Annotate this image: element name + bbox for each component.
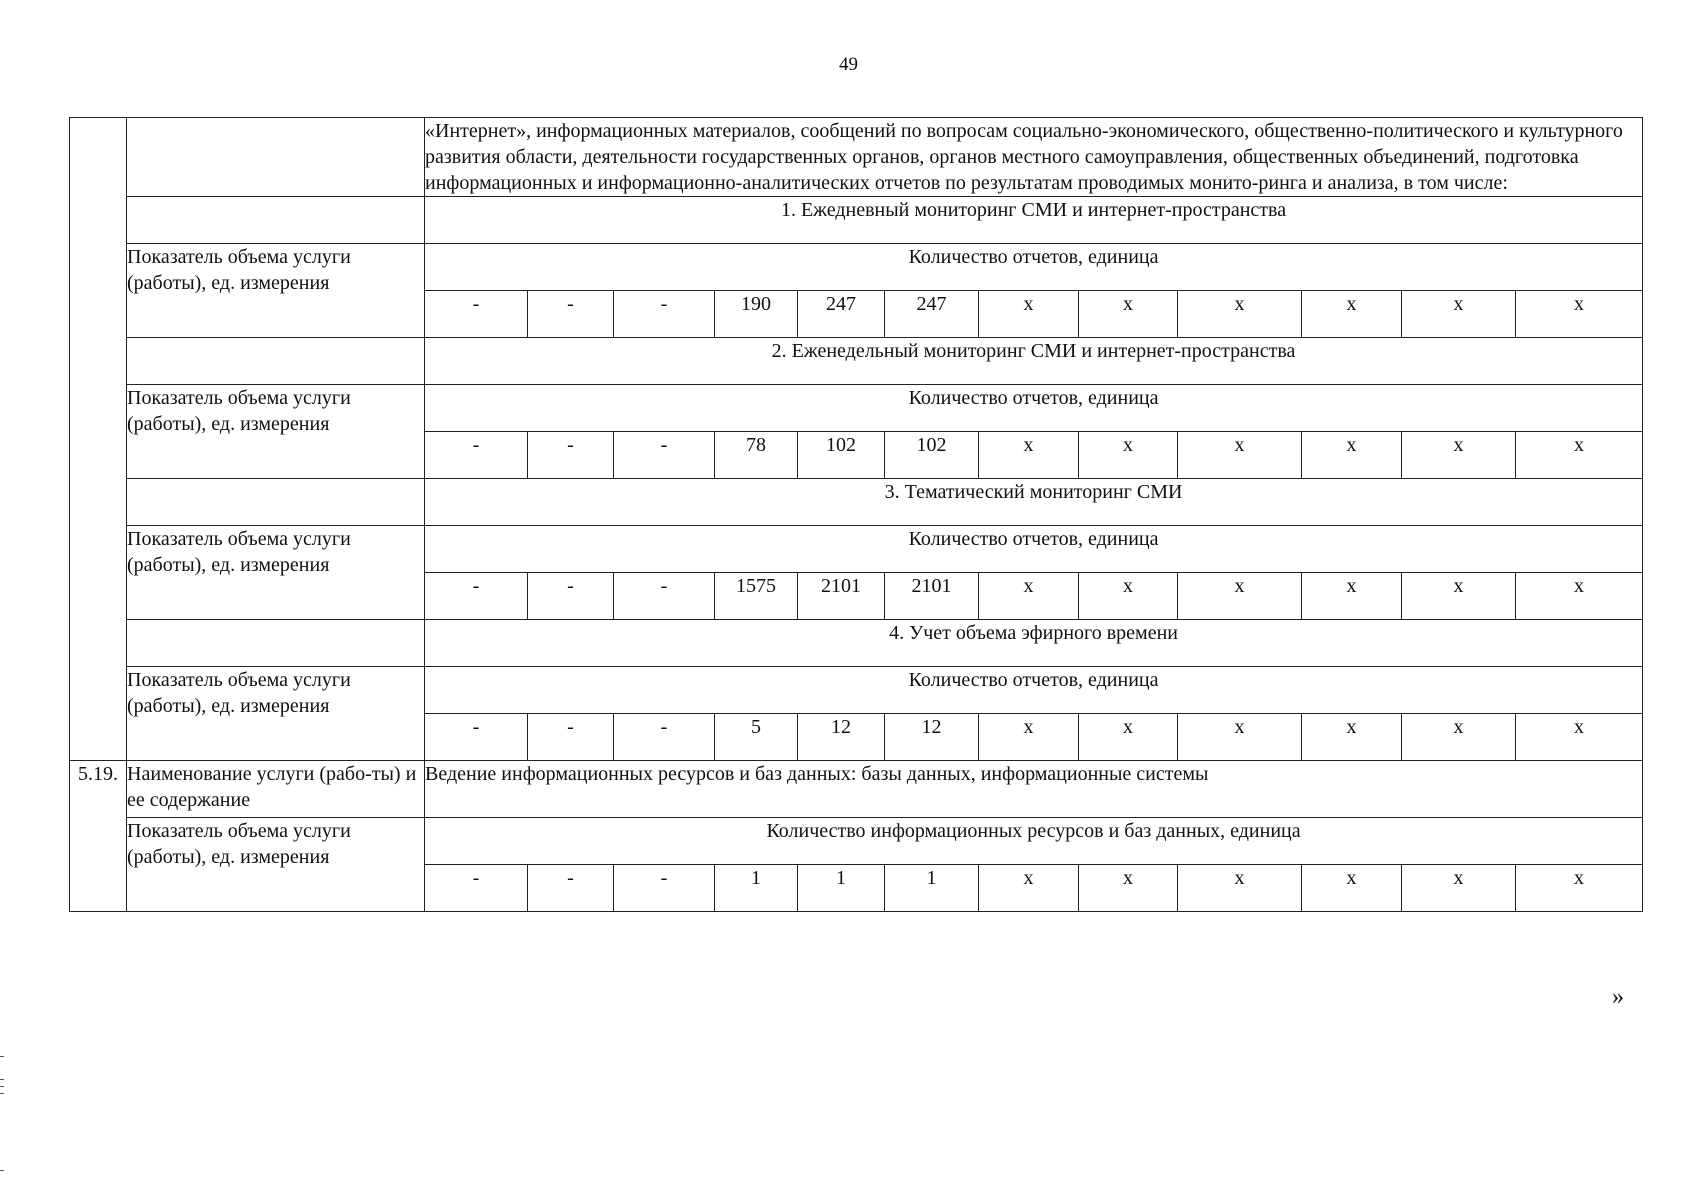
value-cell: х	[1178, 432, 1302, 479]
value-cell: х	[1516, 432, 1643, 479]
value-cell: х	[1516, 573, 1643, 620]
section-title: 4. Учет объема эфирного времени	[425, 620, 1643, 667]
value-cell: х	[1079, 573, 1178, 620]
scan-edge-mark	[0, 1170, 4, 1171]
unit-row	[70, 385, 1643, 432]
section-title: 3. Тематический мониторинг СМИ	[425, 479, 1643, 526]
services-table	[69, 117, 1643, 912]
value-cell: -	[614, 291, 715, 338]
value-cell: -	[425, 714, 528, 761]
value-cell: -	[425, 573, 528, 620]
section-title-row	[70, 479, 1643, 526]
value-cell: 247	[798, 291, 885, 338]
value-cell: -	[614, 573, 715, 620]
value-cell: 12	[885, 714, 979, 761]
intro-text: «Интернет», информационных материалов, сообщений по вопросам социально-экономического, общественно-политического и культурного развития области, деятельности государственных органов, органов местного самоуправления, общественных объединений, подготовка информационных и информационно-аналитических отчетов по результатам проводимых монито-ринга и анализа, в том числе:	[425, 118, 1643, 197]
value-cell: х	[1302, 573, 1402, 620]
unit-label: Количество отчетов, единица	[425, 526, 1643, 573]
intro-row	[70, 118, 1643, 197]
value-cell: х	[1178, 573, 1302, 620]
value-cell: 12	[798, 714, 885, 761]
value-cell: 5	[715, 714, 798, 761]
value-cell: х	[979, 432, 1079, 479]
empty-label-cell	[127, 479, 425, 526]
value-cell: -	[614, 432, 715, 479]
value-cell: 78	[715, 432, 798, 479]
value-cell: х	[1402, 573, 1516, 620]
scan-edge-mark	[0, 1079, 4, 1080]
unit-row	[70, 667, 1643, 714]
value-cell: х	[1079, 714, 1178, 761]
unit-label: Количество отчетов, единица	[425, 385, 1643, 432]
value-cell: -	[614, 865, 715, 912]
section-title: 1. Ежедневный мониторинг СМИ и интернет-пространства	[425, 197, 1643, 244]
value-cell: 247	[885, 291, 979, 338]
value-cell: х	[1402, 865, 1516, 912]
value-cell: х	[1178, 714, 1302, 761]
value-cell: 2101	[885, 573, 979, 620]
value-cell: -	[425, 291, 528, 338]
value-cell: х	[979, 291, 1079, 338]
value-cell: х	[1516, 291, 1643, 338]
service-name-text: Ведение информационных ресурсов и баз данных: базы данных, информационные системы	[425, 761, 1643, 818]
value-cell: 190	[715, 291, 798, 338]
empty-label-cell	[127, 338, 425, 385]
value-cell: 102	[798, 432, 885, 479]
value-cell: х	[1302, 432, 1402, 479]
value-cell: -	[528, 865, 614, 912]
value-cell: х	[1302, 291, 1402, 338]
value-cell: х	[1079, 865, 1178, 912]
value-cell: х	[1178, 865, 1302, 912]
value-cell: -	[528, 573, 614, 620]
empty-label-cell	[127, 620, 425, 667]
value-cell: х	[1079, 432, 1178, 479]
unit-row	[70, 818, 1643, 865]
value-cell: х	[979, 865, 1079, 912]
value-cell: -	[528, 714, 614, 761]
indicator-label: Показатель объема услуги (работы), ед. измерения	[127, 818, 425, 912]
value-cell: 2101	[798, 573, 885, 620]
indicator-label: Показатель объема услуги (работы), ед. измерения	[127, 667, 425, 761]
value-cell: х	[1402, 432, 1516, 479]
item-number: 5.19.	[70, 761, 127, 912]
number-cell	[70, 118, 127, 761]
value-cell: х	[1516, 714, 1643, 761]
indicator-label: Показатель объема услуги (работы), ед. измерения	[127, 526, 425, 620]
value-cell: 102	[885, 432, 979, 479]
unit-row	[70, 526, 1643, 573]
value-cell: х	[1516, 865, 1643, 912]
service-name-label: Наименование услуги (рабо-ты) и ее содержание	[127, 761, 425, 818]
unit-row	[70, 244, 1643, 291]
unit-label: Количество информационных ресурсов и баз данных, единица	[425, 818, 1643, 865]
value-cell: х	[1402, 714, 1516, 761]
scan-edge-mark	[0, 1086, 4, 1087]
section-title-row	[70, 197, 1643, 244]
empty-label-cell	[127, 197, 425, 244]
indicator-label: Показатель объема услуги (работы), ед. измерения	[127, 244, 425, 338]
section-title-row	[70, 338, 1643, 385]
value-cell: 1	[715, 865, 798, 912]
value-cell: х	[1402, 291, 1516, 338]
value-cell: х	[1302, 865, 1402, 912]
value-cell: х	[1302, 714, 1402, 761]
unit-label: Количество отчетов, единица	[425, 244, 1643, 291]
value-cell: х	[979, 714, 1079, 761]
value-cell: 1575	[715, 573, 798, 620]
value-cell: -	[425, 865, 528, 912]
value-cell: -	[528, 291, 614, 338]
section-title: 2. Еженедельный мониторинг СМИ и интернет-пространства	[425, 338, 1643, 385]
item-name-row	[70, 761, 1643, 818]
indicator-label: Показатель объема услуги (работы), ед. измерения	[127, 385, 425, 479]
value-cell: х	[1079, 291, 1178, 338]
value-cell: 1	[798, 865, 885, 912]
section-title-row	[70, 620, 1643, 667]
closing-quote: »	[1612, 984, 1624, 1010]
scan-edge-mark	[0, 1093, 4, 1094]
unit-label: Количество отчетов, единица	[425, 667, 1643, 714]
value-cell: х	[1178, 291, 1302, 338]
value-cell: -	[528, 432, 614, 479]
value-cell: -	[614, 714, 715, 761]
value-cell: 1	[885, 865, 979, 912]
scan-edge-mark	[0, 1056, 4, 1057]
page-number: 49	[839, 54, 858, 75]
value-cell: -	[425, 432, 528, 479]
value-cell: х	[979, 573, 1079, 620]
empty-label-cell	[127, 118, 425, 197]
